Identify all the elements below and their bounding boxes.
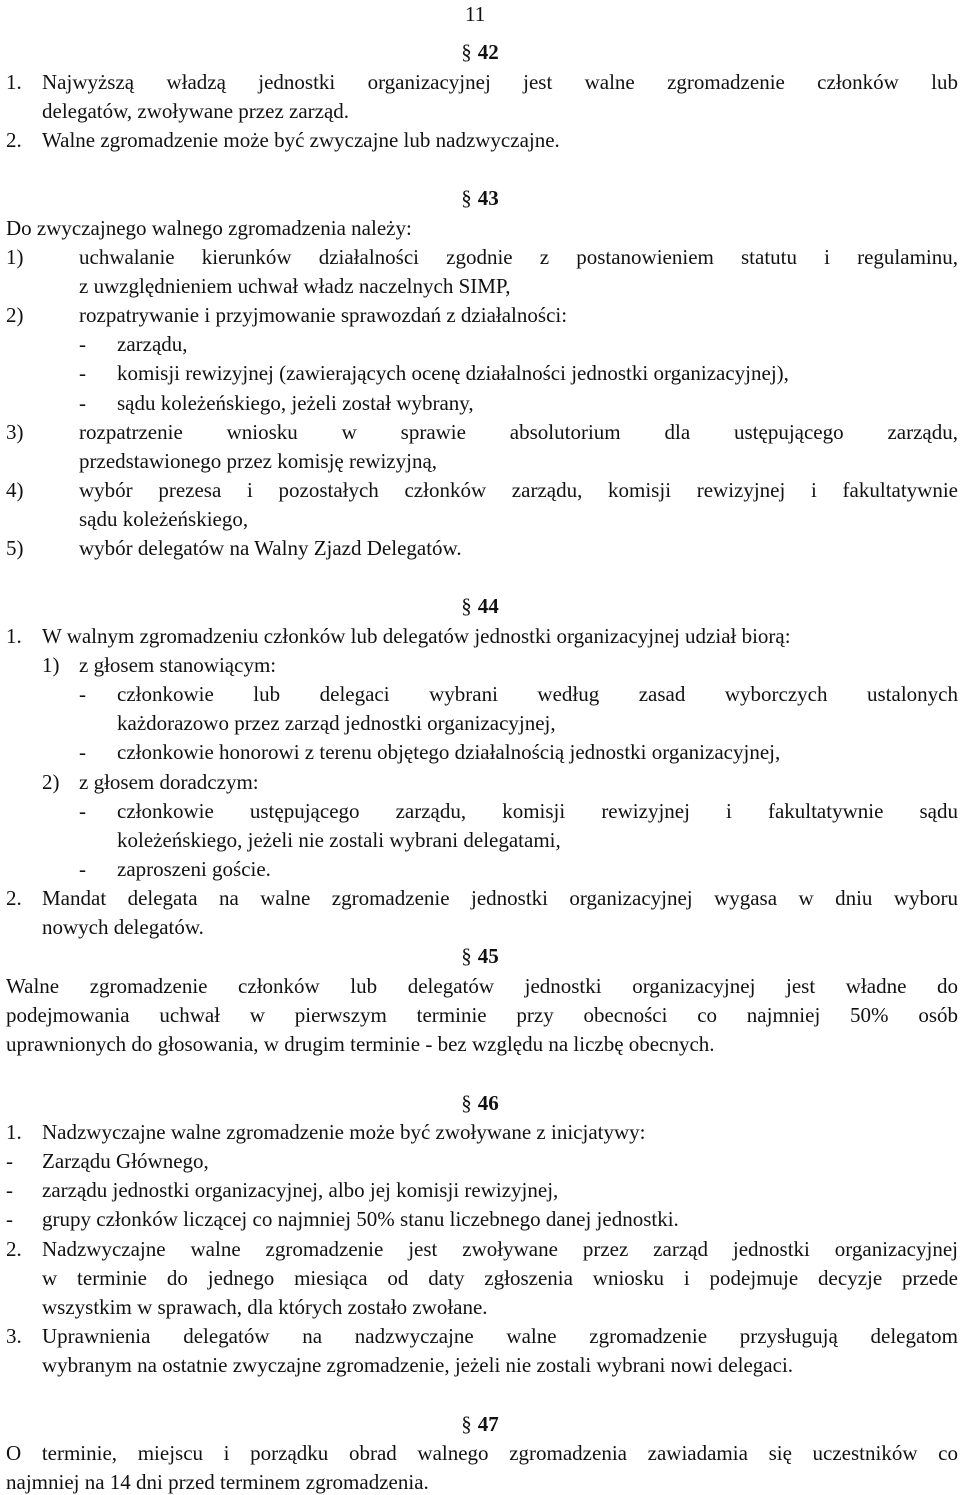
item-number: 3): [6, 420, 24, 444]
item-text: wybranym na ostatnie zwyczajne zgromadzenie, jeżeli nie zostali wybrani nowi delegaci.: [42, 1353, 794, 1377]
item-text-continuation: przedstawionego przez komisję rewizyjną,: [79, 449, 438, 473]
item-text: wybór delegatów na Walny Zjazd Delegatów.: [79, 536, 462, 560]
item-number: 5): [6, 536, 24, 560]
section-symbol: §: [461, 1091, 472, 1115]
section-heading-46: [0, 1090, 960, 1116]
item-number: 2.: [6, 1237, 22, 1261]
section-symbol: §: [461, 40, 472, 64]
dash-bullet: -: [6, 1207, 13, 1231]
section-intro: Do zwyczajnego walnego zgromadzenia należy:: [6, 216, 412, 240]
item-number: 2.: [6, 128, 22, 152]
section-number: 44: [477, 594, 499, 618]
item-text: z głosem stanowiącym:: [79, 653, 277, 677]
item-number: 2): [42, 770, 60, 794]
dash-bullet: -: [79, 740, 86, 764]
dash-bullet: -: [79, 857, 86, 881]
section-heading-45: [0, 943, 960, 969]
section-number: 47: [477, 1412, 499, 1436]
item-text: Nadzwyczajne walne zgromadzenie może być zwoływane z inicjatywy:: [42, 1120, 646, 1144]
item-text-continuation: sądu koleżeńskiego,: [79, 507, 249, 531]
item-text: Walne zgromadzenie może być zwyczajne lub nadzwyczajne.: [42, 128, 560, 152]
item-text: uchwalanie kierunków działalności zgodnie z postanowieniem statutu i regulaminu,: [79, 245, 958, 269]
item-number: 3.: [6, 1324, 22, 1348]
item-text: rozpatrzenie wniosku w sprawie absolutorium dla ustępującego zarządu,: [79, 420, 958, 444]
section-symbol: §: [461, 944, 472, 968]
subitem-text: zarządu,: [117, 332, 188, 356]
page-number: 11: [465, 2, 486, 26]
section-number: 43: [477, 186, 499, 210]
item-text: wszystkim w sprawach, dla których zostało zwołane.: [42, 1295, 488, 1319]
item-number: 2): [6, 303, 24, 327]
subitem-text: członkowie ustępującego zarządu, komisji rewizyjnej i fakultatywnie sądu: [117, 799, 958, 823]
section-symbol: §: [461, 594, 472, 618]
section-heading-47: [0, 1411, 960, 1437]
item-text-continuation: delegatów, zwoływane przez zarząd.: [42, 99, 350, 123]
item-text-continuation: nowych delegatów.: [42, 915, 204, 939]
item-text: rozpatrywanie i przyjmowanie sprawozdań z działalności:: [79, 303, 568, 327]
subitem-text-continuation: każdorazowo przez zarząd jednostki organizacyjnej,: [117, 711, 556, 735]
subitem-text: komisji rewizyjnej (zawierających ocenę działalności jednostki organizacyjnej),: [117, 361, 789, 385]
section-heading-42: [0, 39, 960, 65]
subitem-text: członkowie lub delegaci wybrani według zasad wyborczych ustalonych: [117, 682, 958, 706]
dash-bullet: -: [79, 332, 86, 356]
item-number: 1.: [6, 1120, 22, 1144]
paragraph-line: O terminie, miejscu i porządku obrad walnego zgromadzenia zawiadamia się uczestników co: [6, 1441, 958, 1465]
subitem-text: zaproszeni goście.: [117, 857, 271, 881]
section-number: 46: [477, 1091, 499, 1115]
subitem-text: Zarządu Głównego,: [42, 1149, 209, 1173]
subitem-text: sądu koleżeńskiego, jeżeli został wybrany,: [117, 391, 474, 415]
section-number: 45: [477, 944, 499, 968]
subitem-text: grupy członków liczącej co najmniej 50% stanu liczebnego danej jednostki.: [42, 1207, 679, 1231]
item-number: 2.: [6, 886, 22, 910]
item-text: wybór prezesa i pozostałych członków zarządu, komisji rewizyjnej i fakultatywnie: [79, 478, 958, 502]
paragraph-line: Walne zgromadzenie członków lub delegatów jednostki organizacyjnej jest władne do: [6, 974, 958, 998]
item-number: 1.: [6, 70, 22, 94]
subitem-text-continuation: koleżeńskiego, jeżeli nie zostali wybrani delegatami,: [117, 828, 561, 852]
item-number: 4): [6, 478, 24, 502]
section-symbol: §: [461, 186, 472, 210]
dash-bullet: -: [79, 391, 86, 415]
section-heading-44: [0, 593, 960, 619]
dash-bullet: -: [79, 361, 86, 385]
dash-bullet: -: [6, 1178, 13, 1202]
dash-bullet: -: [6, 1149, 13, 1173]
item-text: Najwyższą władzą jednostki organizacyjnej jest walne zgromadzenie członków lub: [42, 70, 958, 94]
item-number: 1): [6, 245, 24, 269]
dash-bullet: -: [79, 799, 86, 823]
item-number: 1): [42, 653, 60, 677]
paragraph-line: uprawnionych do głosowania, w drugim terminie - bez względu na liczbę obecnych.: [6, 1032, 715, 1056]
item-text-continuation: z uwzględnieniem uchwał władz naczelnych SIMP,: [79, 274, 511, 298]
item-text: z głosem doradczym:: [79, 770, 259, 794]
item-text: W walnym zgromadzeniu członków lub delegatów jednostki organizacyjnej udział biorą:: [42, 624, 791, 648]
section-heading-43: [0, 185, 960, 211]
item-number: 1.: [6, 624, 22, 648]
item-text: Uprawnienia delegatów na nadzwyczajne walne zgromadzenie przysługują delegatom: [42, 1324, 958, 1348]
paragraph-line: podejmowania uchwał w pierwszym terminie przy obecności co najmniej 50% osób: [6, 1003, 958, 1027]
item-text: Mandat delegata na walne zgromadzenie jednostki organizacyjnej wygasa w dniu wyboru: [42, 886, 958, 910]
paragraph-line: najmniej na 14 dni przed terminem zgromadzenia.: [6, 1470, 429, 1494]
subitem-text: zarządu jednostki organizacyjnej, albo jej komisji rewizyjnej,: [42, 1178, 559, 1202]
item-text: w terminie do jednego miesiąca od daty zgłoszenia wniosku i podejmuje decyzje przede: [42, 1266, 958, 1290]
item-text: Nadzwyczajne walne zgromadzenie jest zwoływane przez zarząd jednostki organizacyjnej: [42, 1237, 958, 1261]
section-symbol: §: [461, 1412, 472, 1436]
dash-bullet: -: [79, 682, 86, 706]
subitem-text: członkowie honorowi z terenu objętego działalnością jednostki organizacyjnej,: [117, 740, 781, 764]
section-number: 42: [477, 40, 499, 64]
